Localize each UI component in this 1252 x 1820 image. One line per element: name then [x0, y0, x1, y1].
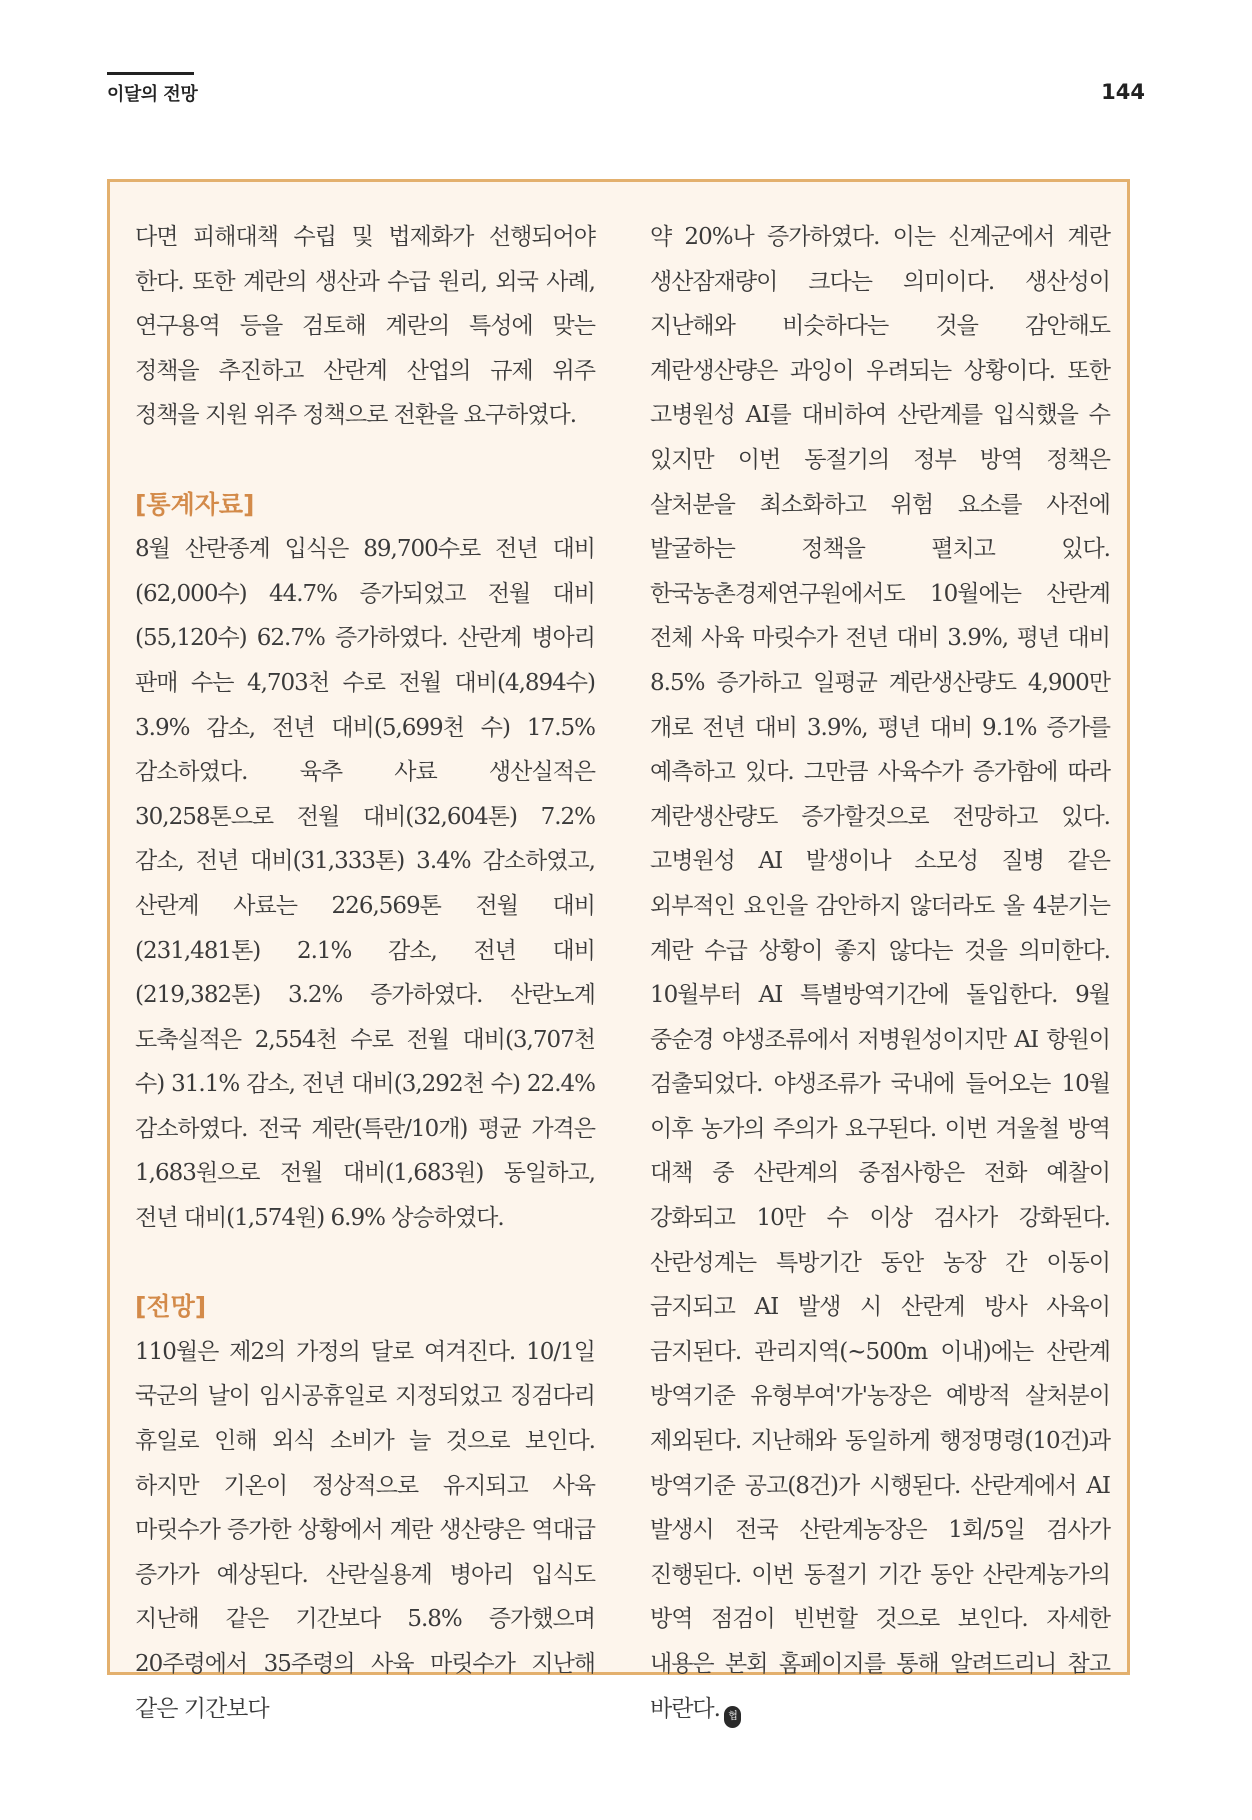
left-column: [135, 215, 595, 1731]
end-mark-icon: 협: [724, 1706, 741, 1728]
stats-paragraph: 8월 산란종계 입식은 89,700수로 전년 대비(62,000수) 44.7% 증가되었고 전월 대비(55,120수) 62.7% 증가하였다. 산란계 병아리 판매 수는 4,703천 수로 전월 대비(4,894수) 3.9% 감소, 전년 대비(5,699천 수) 17.5% 감소하였다. 육추 사료 생산실적은 30,258톤으로 전월 대비(32,604톤) 7.2% 감소, 전년 대비(31,333톤) 3.4% 감소하였고, 산란계 사료는 226,569톤 전월 대비(231,481톤) 2.1% 감소, 전년 대비(219,382톤) 3.2% 증가하였다. 산란노계 도축실적은 2,554천 수로 전월 대비(3,707천 수) 31.1% 감소, 전년 대비(3,292천 수) 22.4% 감소하였다. 전국 계란(특란/10개) 평균 가격은 1,683원으로 전월 대비(1,683원) 동일하고, 전년 대비(1,574원) 6.9% 상승하였다.: [135, 536, 595, 1232]
intro-paragraph: 다면 피해대책 수립 및 법제화가 선행되어야 한다. 또한 계란의 생산과 수급 원리, 외국 사례, 연구용역 등을 검토해 계란의 특성에 맞는 정책을 추진하고 산란계 산업의 규제 위주 정책을 지원 위주 정책으로 전환을 요구하였다.: [135, 224, 595, 429]
outlook-paragraph-left: 110월은 제2의 가정의 달로 여겨진다. 10/1일 국군의 날이 임시공휴일로 지정되었고 징검다리 휴일로 인해 외식 소비가 늘 것으로 보인다. 하지만 기온이 정상적으로 유지되고 사육 마릿수가 증가한 상황에서 계란 생산량은 역대급 증가가 예상된다. 산란실용계 병아리 입식도 지난해 같은 기간보다 5.8% 증가했으며 20주령에서 35주령의 사육 마릿수가 지난해 같은 기간보다: [135, 1338, 595, 1722]
page-number: 144: [1101, 80, 1145, 104]
header-rule: [107, 72, 194, 75]
outlook-paragraph-right: [650, 215, 1110, 1731]
article-box: [107, 179, 1130, 1722]
outlook-heading: [전망]: [135, 1292, 207, 1322]
right-column: [650, 215, 1110, 1731]
section-label: 이달의 전망: [107, 84, 198, 105]
outlook-text-right: 약 20%나 증가하였다. 이는 신계군에서 계란 생산잠재량이 크다는 의미이다. 생산성이 지난해와 비슷하다는 것을 감안해도 계란생산량은 과잉이 우려되는 상황이다. 또한 고병원성 AI를 대비하여 산란계를 입식했을 수 있지만 이번 동절기의 정부 방역 정책은 살처분을 최소화하고 위험 요소를 사전에 발굴하는 정책을 펼치고 있다. 한국농촌경제연구원에서도 10월에는 산란계 전체 사육 마릿수가 전년 대비 3.9%, 평년 대비 8.5% 증가하고 일평균 계란생산량도 4,900만 개로 전년 대비 3.9%, 평년 대비 9.1% 증가를 예측하고 있다. 그만큼 사육수가 증가함에 따라 계란생산량도 증가할것으로 전망하고 있다. 고병원성 AI 발생이나 소모성 질병 같은 외부적인 요인을 감안하지 않더라도 올 4분기는 계란 수급 상황이 좋지 않다는 것을 의미한다. 10월부터 AI 특별방역기간에 돌입한다. 9월 중순경 야생조류에서 저병원성이지만 AI 항원이 검출되었다. 야생조류가 국내에 들어오는 10월 이후 농가의 주의가 요구된다. 이번 겨울철 방역 대책 중 산란계의 중점사항은 전화 예찰이 강화되고 10만 수 이상 검사가 강화된다. 산란성계는 특방기간 동안 농장 간 이동이 금지되고 AI 발생 시 산란계 방사 사육이 금지된다. 관리지역(~500m 이내)에는 산란계 방역기준 유형부여'가'농장은 예방적 살처분이 제외된다. 지난해와 동일하게 행정명령(10건)과 방역기준 공고(8건)가 시행된다. 산란계에서 AI 발생시 전국 산란계농장은 1회/5일 검사가 진행된다. 이번 동절기 기간 동안 산란계농가의 방역 점검이 빈번할 것으로 보인다. 자세한 내용은 본회 홈페이지를 통해 알려드리니 참고 바란다.: [650, 224, 1111, 1722]
stats-heading: [통계자료]: [135, 489, 255, 519]
